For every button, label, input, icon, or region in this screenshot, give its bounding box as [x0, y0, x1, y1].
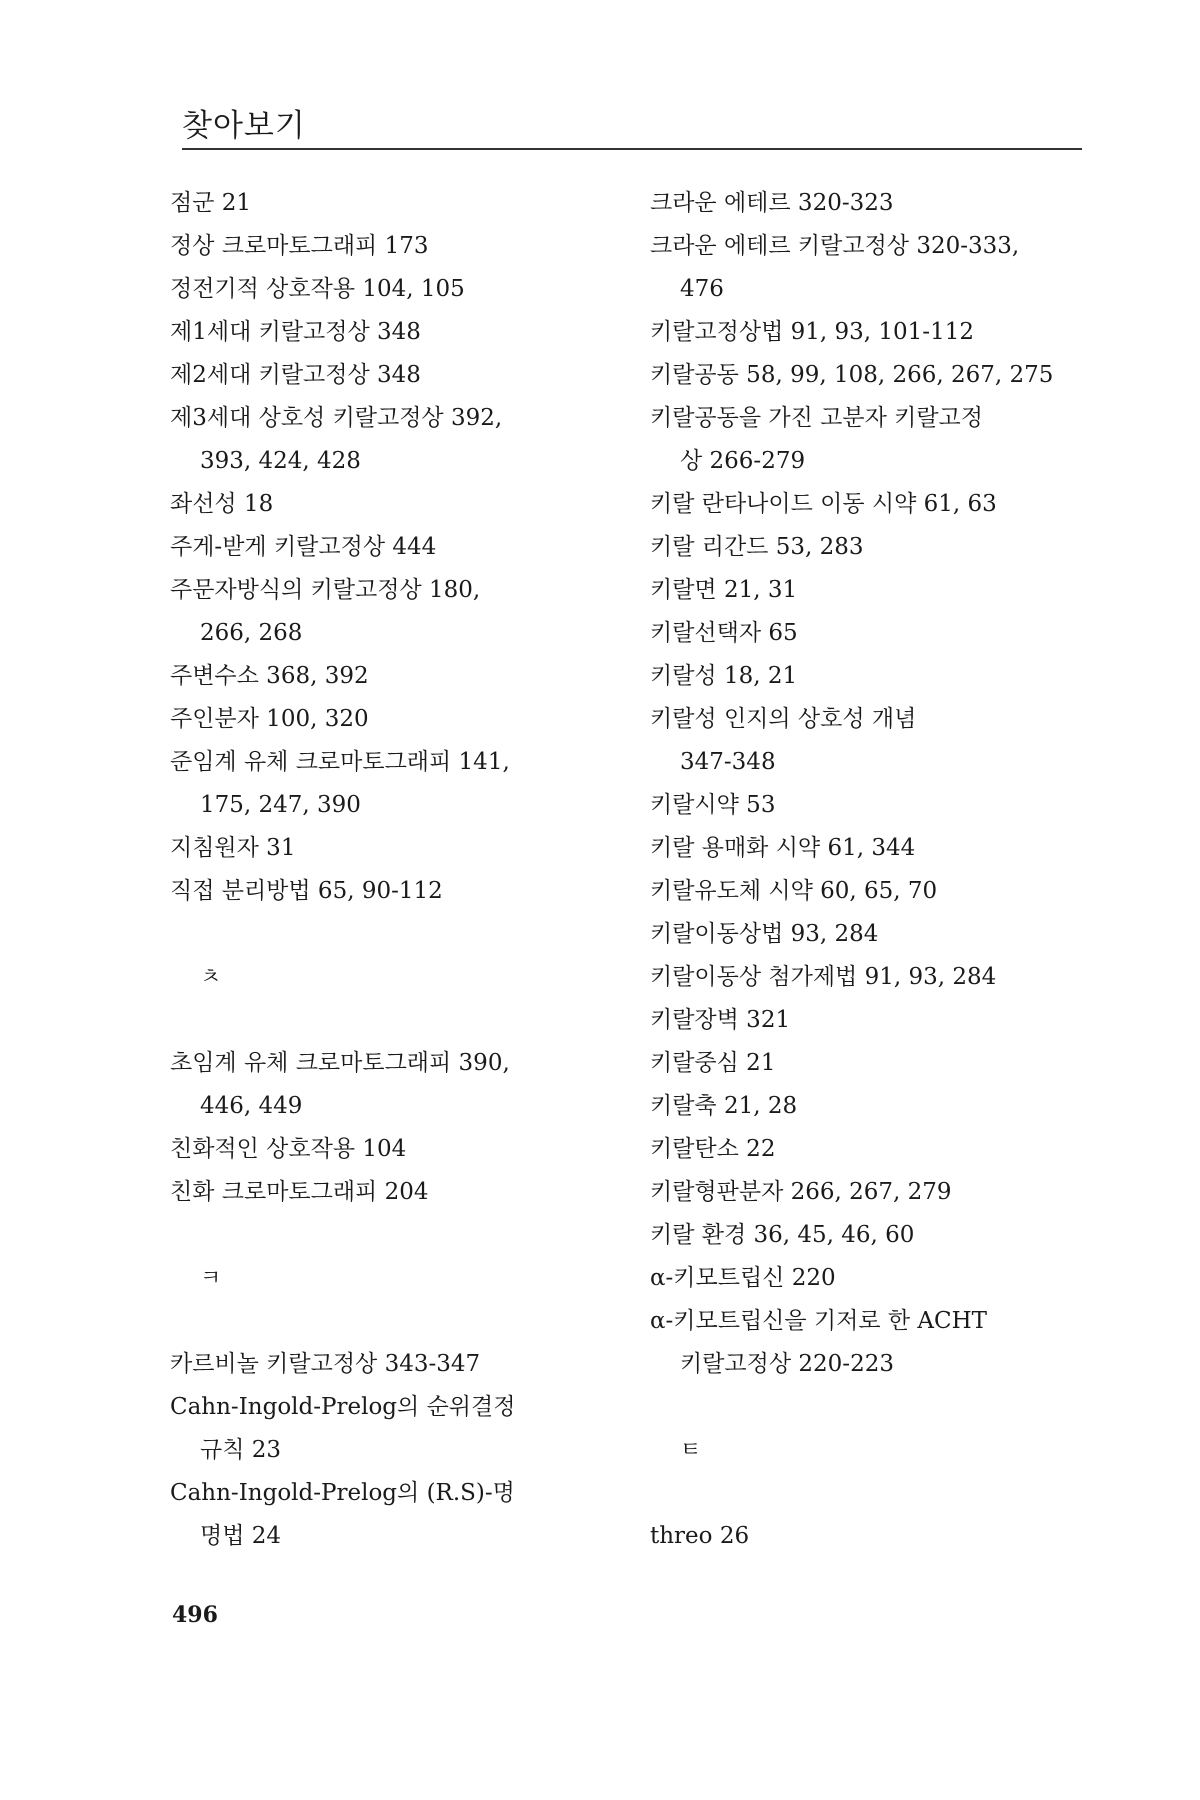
index-entry-continuation: 명법 24	[200, 1523, 282, 1549]
index-entry	[650, 827, 1090, 870]
index-entry-text: 제1세대 키랄고정상 348	[170, 319, 421, 345]
index-entry	[650, 354, 1090, 397]
index-entry	[650, 182, 1090, 225]
index-entry-text: 키랄시약 53	[650, 792, 776, 818]
index-entry-text: 주문자방식의 키랄고정상 180,	[170, 577, 481, 603]
index-entry	[170, 827, 640, 870]
index-entry-text: 제2세대 키랄고정상 348	[170, 362, 421, 388]
index-entry-text: 키랄 란타나이드 이동 시약 61, 63	[650, 491, 997, 517]
index-entry	[650, 913, 1090, 956]
index-entry-text: 키랄 용매화 시약 61, 344	[650, 835, 916, 861]
index-entry-text: 친화적인 상호작용 104	[170, 1136, 407, 1162]
index-entry-text: 점군 21	[170, 190, 252, 216]
index-entry-text: 직접 분리방법 65, 90-112	[170, 878, 443, 904]
index-entry-text: 키랄 환경 36, 45, 46, 60	[650, 1222, 915, 1248]
index-entry-text: 키랄유도체 시약 60, 65, 70	[650, 878, 938, 904]
index-entry	[650, 1300, 1090, 1386]
index-entry-text: 키랄이동상법 93, 284	[650, 921, 879, 947]
index-entry	[170, 741, 640, 827]
index-entry	[170, 655, 640, 698]
index-entry	[170, 569, 640, 655]
index-entry-text: 키랄형판분자 266, 267, 279	[650, 1179, 952, 1205]
index-entry-text: 주인분자 100, 320	[170, 706, 369, 732]
index-entry-continuation: 476	[680, 276, 724, 302]
index-entry-continuation: 175, 247, 390	[200, 792, 361, 818]
index-entry-text: 주게-받게 키랄고정상 444	[170, 534, 437, 560]
index-entry-text: 키랄공동 58, 99, 108, 266, 267, 275	[650, 362, 1054, 388]
index-entry-text: 키랄중심 21	[650, 1050, 776, 1076]
index-entry-text: 카르비놀 키랄고정상 343-347	[170, 1351, 481, 1377]
index-entry-text: 친화 크로마토그래피 204	[170, 1179, 429, 1205]
index-entry	[650, 397, 1090, 483]
index-entry	[170, 225, 640, 268]
index-entry-continuation: 347-348	[680, 749, 776, 775]
index-entry	[170, 1171, 640, 1214]
index-entry	[650, 569, 1090, 612]
index-entry-text: 제3세대 상호성 키랄고정상 392,	[170, 405, 503, 431]
index-section-heading: ㅋ	[200, 1266, 222, 1291]
index-entry-continuation: 상 266-279	[680, 448, 806, 474]
index-entry	[650, 225, 1090, 311]
index-entry-text: 키랄공동을 가진 고분자 키랄고정	[650, 405, 983, 431]
index-entry	[650, 870, 1090, 913]
index-entry	[170, 1472, 640, 1558]
index-entry	[650, 612, 1090, 655]
index-entry-text: threo 26	[650, 1523, 750, 1549]
index-entry-text: 주변수소 368, 392	[170, 663, 369, 689]
index-entry-text: α-키모트립신 220	[650, 1265, 836, 1291]
index-entry	[650, 1257, 1090, 1300]
index-column-right	[650, 182, 1090, 1558]
index-entry	[170, 1343, 640, 1386]
index-column-left	[170, 182, 640, 1558]
index-entry	[650, 1171, 1090, 1214]
index-entry-text: 키랄탄소 22	[650, 1136, 776, 1162]
index-entry-text: 키랄 리간드 53, 283	[650, 534, 864, 560]
index-section-heading: ㅊ	[200, 965, 222, 990]
index-entry-continuation: 266, 268	[200, 620, 303, 646]
index-entry-continuation: 393, 424, 428	[200, 448, 361, 474]
index-entry	[650, 698, 1090, 784]
index-entry-text: 정상 크로마토그래피 173	[170, 233, 429, 259]
index-entry	[170, 397, 640, 483]
index-entry-text: α-키모트립신을 기저로 한 ACHT	[650, 1308, 988, 1334]
index-entry	[650, 1042, 1090, 1085]
index-entry	[650, 784, 1090, 827]
index-entry	[170, 1128, 640, 1171]
index-entry	[650, 483, 1090, 526]
index-entry	[650, 311, 1090, 354]
index-section-heading: ㅌ	[680, 1438, 702, 1463]
index-entry	[170, 483, 640, 526]
index-entry-text: 지침원자 31	[170, 835, 296, 861]
index-entry	[650, 1214, 1090, 1257]
index-entry	[170, 698, 640, 741]
index-entry	[170, 182, 640, 225]
page-header-title: 찾아보기	[182, 108, 306, 144]
index-entry-text: 정전기적 상호작용 104, 105	[170, 276, 465, 302]
index-entry	[650, 526, 1090, 569]
index-entry-continuation: 446, 449	[200, 1093, 303, 1119]
index-entry-text: Cahn-Ingold-Prelog의 순위결정	[170, 1394, 516, 1420]
index-entry	[170, 1386, 640, 1472]
index-entry-text: 키랄고정상법 91, 93, 101-112	[650, 319, 974, 345]
index-entry-text: 초임계 유체 크로마토그래피 390,	[170, 1050, 510, 1076]
index-entry	[170, 354, 640, 397]
index-entry	[650, 999, 1090, 1042]
header-rule	[182, 148, 1082, 150]
index-entry-text: 키랄성 인지의 상호성 개념	[650, 706, 917, 732]
index-entry	[170, 268, 640, 311]
index-entry-text: 크라운 에테르 320-323	[650, 190, 894, 216]
index-entry	[170, 870, 640, 913]
index-entry	[650, 1128, 1090, 1171]
index-entry	[650, 655, 1090, 698]
index-entry	[170, 311, 640, 354]
index-entry	[170, 526, 640, 569]
index-entry	[170, 1042, 640, 1128]
index-entry-text: 키랄면 21, 31	[650, 577, 798, 603]
index-entry-text: 키랄성 18, 21	[650, 663, 798, 689]
index-entry-text: 준임계 유체 크로마토그래피 141,	[170, 749, 510, 775]
index-entry	[650, 1085, 1090, 1128]
index-entry-text: 키랄장벽 321	[650, 1007, 791, 1033]
index-entry	[650, 956, 1090, 999]
index-entry-continuation: 규칙 23	[200, 1437, 282, 1463]
index-entry-continuation: 키랄고정상 220-223	[680, 1351, 894, 1377]
index-entry	[650, 1515, 1090, 1558]
index-entry-text: Cahn-Ingold-Prelog의 (R.S)-명	[170, 1480, 515, 1506]
page-number: 496	[172, 1602, 218, 1628]
index-entry-text: 키랄선택자 65	[650, 620, 798, 646]
index-entry-text: 크라운 에테르 키랄고정상 320-333,	[650, 233, 1020, 259]
index-entry-text: 키랄이동상 첨가제법 91, 93, 284	[650, 964, 997, 990]
index-entry-text: 좌선성 18	[170, 491, 274, 517]
index-entry-text: 키랄축 21, 28	[650, 1093, 798, 1119]
